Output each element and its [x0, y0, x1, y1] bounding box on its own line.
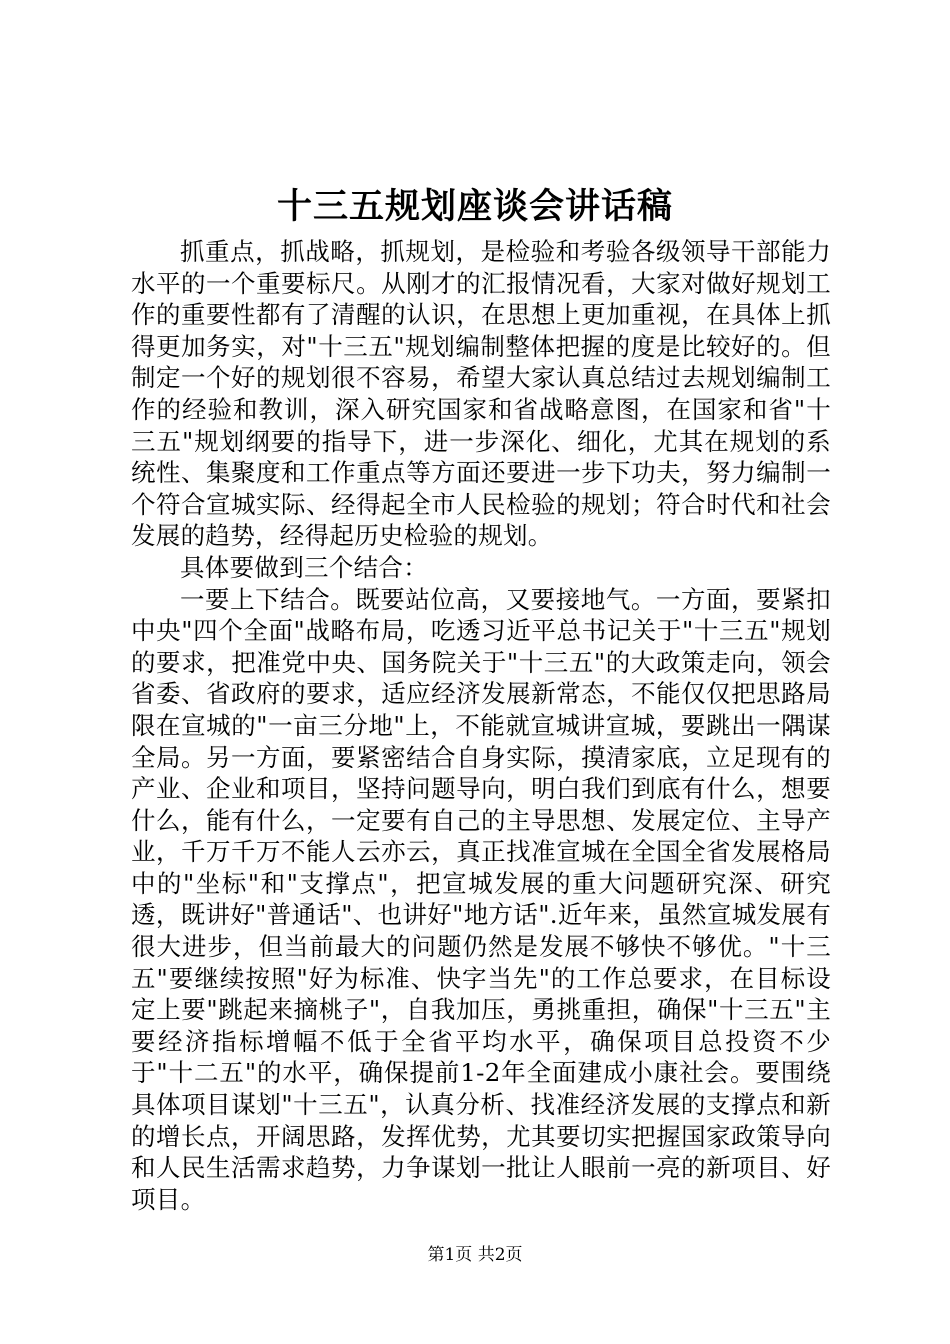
- document-title: 十三五规划座谈会讲话稿: [276, 186, 673, 227]
- document-body: [131, 236, 831, 1215]
- page-footer: 第1页 共2页: [427, 1245, 523, 1265]
- paragraph-top-bottom-combination: 一要上下结合。既要站位高，又要接地气。一方面，要紧扣中央"四个全面"战略布局，吃透习近平总书记关于"十三五"规划的要求，把准党中央、国务院关于"十三五"的大政策走向，领会省委、省政府的要求，适应经济发展新常态，不能仅仅把思路局限在宣城的"一亩三分地"上，不能就宣城讲宣城，要跳出一隅谋全局。另一方面，要紧密结合自身实际，摸清家底，立足现有的产业、企业和项目，坚持问题导向，明白我们到底有什么，想要什么，能有什么，一定要有自己的主导思想、发展定位、主导产业，千万千万不能人云亦云，真正找准宣城在全国全省发展格局中的"坐标"和"支撑点"，把宣城发展的重大问题研究深、研究透，既讲好"普通话"、也讲好"地方话".近年来，虽然宣城发展有很大进步，但当前最大的问题仍然是发展不够快不够优。"十三五"要继续按照"好为标准、快字当先"的工作总要求，在目标设定上要"跳起来摘桃子"，自我加压，勇挑重担，确保"十三五"主要经济指标增幅不低于全省平均水平，确保项目总投资不少于"十二五"的水平，确保提前1-2年全面建成小康社会。要围绕具体项目谋划"十三五"，认真分析、找准经济发展的支撑点和新的增长点，开阔思路，发挥优势，尤其要切实把握国家政策导向和人民生活需求趋势，力争谋划一批让人眼前一亮的新项目、好项目。: [131, 584, 831, 1214]
- paragraph-intro: 抓重点，抓战略，抓规划，是检验和考验各级领导干部能力水平的一个重要标尺。从刚才的汇报情况看，大家对做好规划工作的重要性都有了清醒的认识，在思想上更加重视，在具体上抓得更加务实，对"十三五"规划编制整体把握的度是比较好的。但制定一个好的规划很不容易，希望大家认真总结过去规划编制工作的经验和教训，深入研究国家和省战略意图，在国家和省"十三五"规划纲要的指导下，进一步深化、细化，尤其在规划的系统性、集聚度和工作重点等方面还要进一步下功夫，努力编制一个符合宣城实际、经得起全市人民检验的规划；符合时代和社会发展的趋势，经得起历史检验的规划。: [131, 237, 831, 551]
- paragraph-three-combinations: 具体要做到三个结合：: [180, 552, 428, 582]
